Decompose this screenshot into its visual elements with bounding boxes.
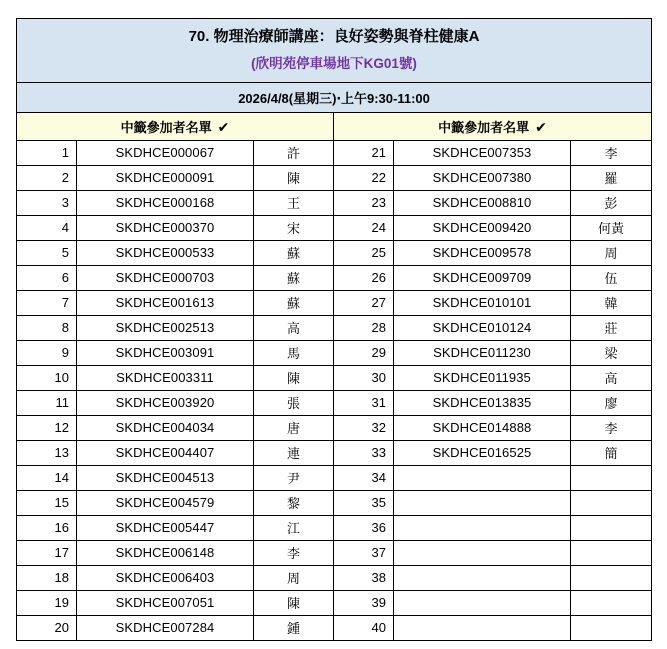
table-row: [17, 590, 652, 615]
participant-code: SKDHCE004407: [77, 440, 254, 465]
participant-surname: 陳: [254, 365, 334, 390]
table-row: [17, 140, 652, 165]
participant-code: SKDHCE009420: [394, 215, 571, 240]
row-number: 7: [17, 290, 77, 315]
row-number: 35: [334, 490, 394, 515]
participant-code: SKDHCE011230: [394, 340, 571, 365]
table-row: [17, 615, 652, 640]
row-number: 16: [17, 515, 77, 540]
row-number: 12: [17, 415, 77, 440]
row-number: 25: [334, 240, 394, 265]
table-row: [17, 390, 652, 415]
participant-code: SKDHCE004579: [77, 490, 254, 515]
participant-code: [394, 465, 571, 490]
participant-code: SKDHCE002513: [77, 315, 254, 340]
table-row: [17, 515, 652, 540]
participant-code: [394, 515, 571, 540]
participant-surname: 蘇: [254, 240, 334, 265]
event-title: 70. 物理治療師講座：良好姿勢與脊柱健康A: [188, 28, 480, 45]
participant-code: SKDHCE009578: [394, 240, 571, 265]
check-icon: ✔: [217, 118, 230, 135]
participant-code: SKDHCE011935: [394, 365, 571, 390]
row-number: 9: [17, 340, 77, 365]
participant-surname: [571, 490, 652, 515]
row-number: 19: [17, 590, 77, 615]
participant-code: SKDHCE003091: [77, 340, 254, 365]
participant-code: [394, 615, 571, 640]
participant-code: SKDHCE001613: [77, 290, 254, 315]
row-number: 10: [17, 365, 77, 390]
participant-surname: 宋: [254, 215, 334, 240]
row-number: 11: [17, 390, 77, 415]
participant-code: SKDHCE004513: [77, 465, 254, 490]
participant-surname: 王: [254, 190, 334, 215]
participant-code: SKDHCE009709: [394, 265, 571, 290]
left-list-header: [17, 112, 334, 140]
row-number: 14: [17, 465, 77, 490]
check-icon: ✔: [535, 118, 547, 135]
row-number: 28: [334, 315, 394, 340]
datetime-row: [17, 82, 652, 112]
participant-surname: 唐: [254, 415, 334, 440]
row-number: 34: [334, 465, 394, 490]
table-row: [17, 565, 652, 590]
row-number: 2: [17, 165, 77, 190]
participant-code: SKDHCE000091: [77, 165, 254, 190]
row-number: 15: [17, 490, 77, 515]
participant-surname: 馬: [254, 340, 334, 365]
participant-code: [394, 540, 571, 565]
participant-code: SKDHCE003920: [77, 390, 254, 415]
row-number: 22: [334, 165, 394, 190]
row-number: 38: [334, 565, 394, 590]
row-number: 4: [17, 215, 77, 240]
participant-surname: 李: [571, 415, 652, 440]
participant-code: SKDHCE000168: [77, 190, 254, 215]
row-number: 1: [17, 140, 77, 165]
participant-code: [394, 490, 571, 515]
participant-code: SKDHCE004034: [77, 415, 254, 440]
participant-code: SKDHCE010124: [394, 315, 571, 340]
participant-surname: [571, 515, 652, 540]
participant-surname: 彭: [571, 190, 652, 215]
participant-surname: 莊: [571, 315, 652, 340]
table-row: [17, 165, 652, 190]
participant-surname: 張: [254, 390, 334, 415]
participant-code: SKDHCE013835: [394, 390, 571, 415]
participant-surname: 鍾: [254, 615, 334, 640]
participant-surname: 尹: [254, 465, 334, 490]
participant-code: SKDHCE007051: [77, 590, 254, 615]
right-list-header: [334, 112, 652, 140]
row-number: 13: [17, 440, 77, 465]
title-row: [17, 19, 652, 83]
participant-surname: 伍: [571, 265, 652, 290]
participant-surname: [571, 590, 652, 615]
participant-surname: 黎: [254, 490, 334, 515]
participant-code: SKDHCE000533: [77, 240, 254, 265]
participant-code: SKDHCE003311: [77, 365, 254, 390]
table-row: [17, 440, 652, 465]
participant-code: SKDHCE005447: [77, 515, 254, 540]
row-number: 30: [334, 365, 394, 390]
participant-surname: 廖: [571, 390, 652, 415]
participant-surname: [571, 565, 652, 590]
participant-surname: 李: [254, 540, 334, 565]
participant-surname: 陳: [254, 165, 334, 190]
title-cell: [17, 19, 652, 83]
table-row: [17, 290, 652, 315]
participant-surname: 何黃: [571, 215, 652, 240]
row-number: 21: [334, 140, 394, 165]
row-number: 20: [17, 615, 77, 640]
participant-code: SKDHCE007353: [394, 140, 571, 165]
row-number: 31: [334, 390, 394, 415]
participant-surname: 周: [571, 240, 652, 265]
table-row: [17, 315, 652, 340]
participant-surname: 羅: [571, 165, 652, 190]
table-row: [17, 265, 652, 290]
table-row: [17, 415, 652, 440]
table-row: [17, 215, 652, 240]
participant-code: [394, 565, 571, 590]
table-row: [17, 240, 652, 265]
participant-surname: 蘇: [254, 290, 334, 315]
participant-code: SKDHCE008810: [394, 190, 571, 215]
participant-surname: 連: [254, 440, 334, 465]
participant-code: SKDHCE000067: [77, 140, 254, 165]
participant-surname: 韓: [571, 290, 652, 315]
participant-surname: 高: [254, 315, 334, 340]
right-list-header-label: 中籤參加者名單: [438, 119, 530, 135]
participant-surname: [571, 615, 652, 640]
participant-surname: 許: [254, 140, 334, 165]
table-row: [17, 190, 652, 215]
attendee-table: [16, 18, 652, 641]
participant-surname: 蘇: [254, 265, 334, 290]
row-number: 6: [17, 265, 77, 290]
row-number: 24: [334, 215, 394, 240]
participant-code: SKDHCE000703: [77, 265, 254, 290]
participant-code: [394, 590, 571, 615]
event-datetime: 2026/4/8(星期三)‧上午9:30-11:00: [17, 82, 652, 112]
participant-code: SKDHCE006148: [77, 540, 254, 565]
participant-surname: 梁: [571, 340, 652, 365]
row-number: 33: [334, 440, 394, 465]
participant-code: SKDHCE007380: [394, 165, 571, 190]
row-number: 27: [334, 290, 394, 315]
participant-code: SKDHCE006403: [77, 565, 254, 590]
row-number: 36: [334, 515, 394, 540]
participant-code: SKDHCE010101: [394, 290, 571, 315]
participant-surname: [571, 540, 652, 565]
row-number: 29: [334, 340, 394, 365]
row-number: 32: [334, 415, 394, 440]
participant-surname: 簡: [571, 440, 652, 465]
row-number: 18: [17, 565, 77, 590]
participant-code: SKDHCE016525: [394, 440, 571, 465]
row-number: 39: [334, 590, 394, 615]
row-number: 37: [334, 540, 394, 565]
row-number: 8: [17, 315, 77, 340]
participant-surname: 周: [254, 565, 334, 590]
table-row: [17, 365, 652, 390]
row-number: 40: [334, 615, 394, 640]
table-row: [17, 490, 652, 515]
participant-surname: 陳: [254, 590, 334, 615]
participant-surname: [571, 465, 652, 490]
table-row: [17, 340, 652, 365]
left-list-header-label: 中籤參加者名單: [120, 119, 212, 135]
table-row: [17, 540, 652, 565]
participant-surname: 高: [571, 365, 652, 390]
participant-surname: 李: [571, 140, 652, 165]
table-row: [17, 465, 652, 490]
row-number: 23: [334, 190, 394, 215]
row-number: 3: [17, 190, 77, 215]
participant-code: SKDHCE000370: [77, 215, 254, 240]
row-number: 5: [17, 240, 77, 265]
row-number: 26: [334, 265, 394, 290]
row-number: 17: [17, 540, 77, 565]
participant-surname: 江: [254, 515, 334, 540]
event-venue: (欣明苑停車場地下KG01號): [251, 55, 417, 71]
participant-code: SKDHCE007284: [77, 615, 254, 640]
participant-code: SKDHCE014888: [394, 415, 571, 440]
column-header-row: [17, 112, 652, 140]
